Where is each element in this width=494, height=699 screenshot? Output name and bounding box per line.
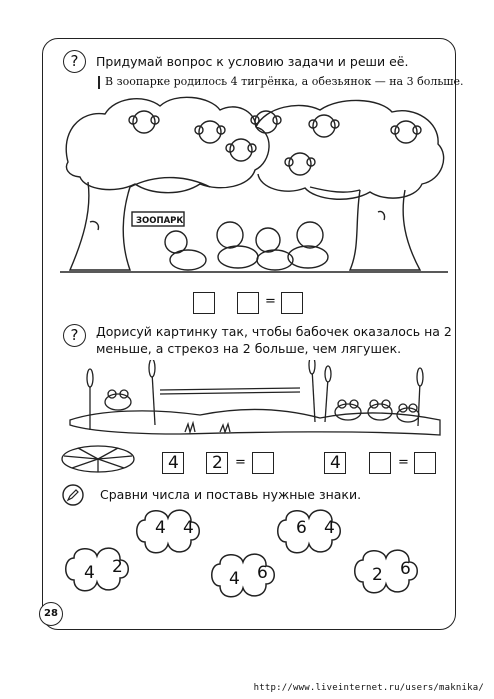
equals-sign: = bbox=[265, 294, 276, 309]
pair4-left: 4 bbox=[229, 569, 240, 589]
answer-box[interactable] bbox=[369, 452, 391, 474]
answer-box[interactable] bbox=[281, 292, 303, 314]
pair1-left: 4 bbox=[155, 518, 166, 538]
equation1-a: 4 bbox=[168, 453, 179, 473]
answer-box[interactable] bbox=[193, 292, 215, 314]
source-url: http://www.liveinternet.ru/users/maknika/ bbox=[253, 683, 484, 693]
page-number: 28 bbox=[39, 602, 63, 626]
question-icon: ? bbox=[63, 50, 86, 73]
comparison-clouds bbox=[60, 500, 448, 600]
equation1-b: 2 bbox=[212, 453, 223, 473]
equation2-a: 4 bbox=[330, 453, 341, 473]
pair4-right: 6 bbox=[257, 563, 268, 583]
pond-illustration bbox=[60, 360, 448, 440]
condition-bar bbox=[98, 76, 100, 89]
answer-box[interactable] bbox=[237, 292, 259, 314]
task3-question: Сравни числа и поставь нужные знаки. bbox=[100, 487, 362, 502]
pair5-left: 2 bbox=[372, 565, 383, 585]
pair3-right: 2 bbox=[112, 557, 123, 577]
pair2-left: 6 bbox=[296, 518, 307, 538]
question-icon: ? bbox=[63, 324, 86, 347]
pair1-right: 4 bbox=[183, 518, 194, 538]
pair5-right: 6 bbox=[400, 559, 411, 579]
answer-box[interactable] bbox=[414, 452, 436, 474]
zoo-sign: ЗООПАРК bbox=[136, 216, 184, 226]
zoo-illustration bbox=[60, 92, 448, 287]
lily-pad bbox=[58, 442, 138, 476]
pair2-right: 4 bbox=[324, 518, 335, 538]
task1-condition: В зоопарке родилось 4 тигрёнка, а обезьянок — на 3 больше. bbox=[105, 75, 464, 88]
task2-question-line2: меньше, а стрекоз на 2 больше, чем лягушек. bbox=[96, 341, 402, 356]
task2-question-line1: Дорисуй картинку так, чтобы бабочек оказалось на 2 bbox=[96, 324, 452, 339]
pair3-left: 4 bbox=[84, 563, 95, 583]
equals-sign: = bbox=[398, 455, 409, 470]
equals-sign: = bbox=[235, 455, 246, 470]
task1-question: Придумай вопрос к условию задачи и реши её. bbox=[96, 54, 409, 69]
answer-box[interactable] bbox=[252, 452, 274, 474]
